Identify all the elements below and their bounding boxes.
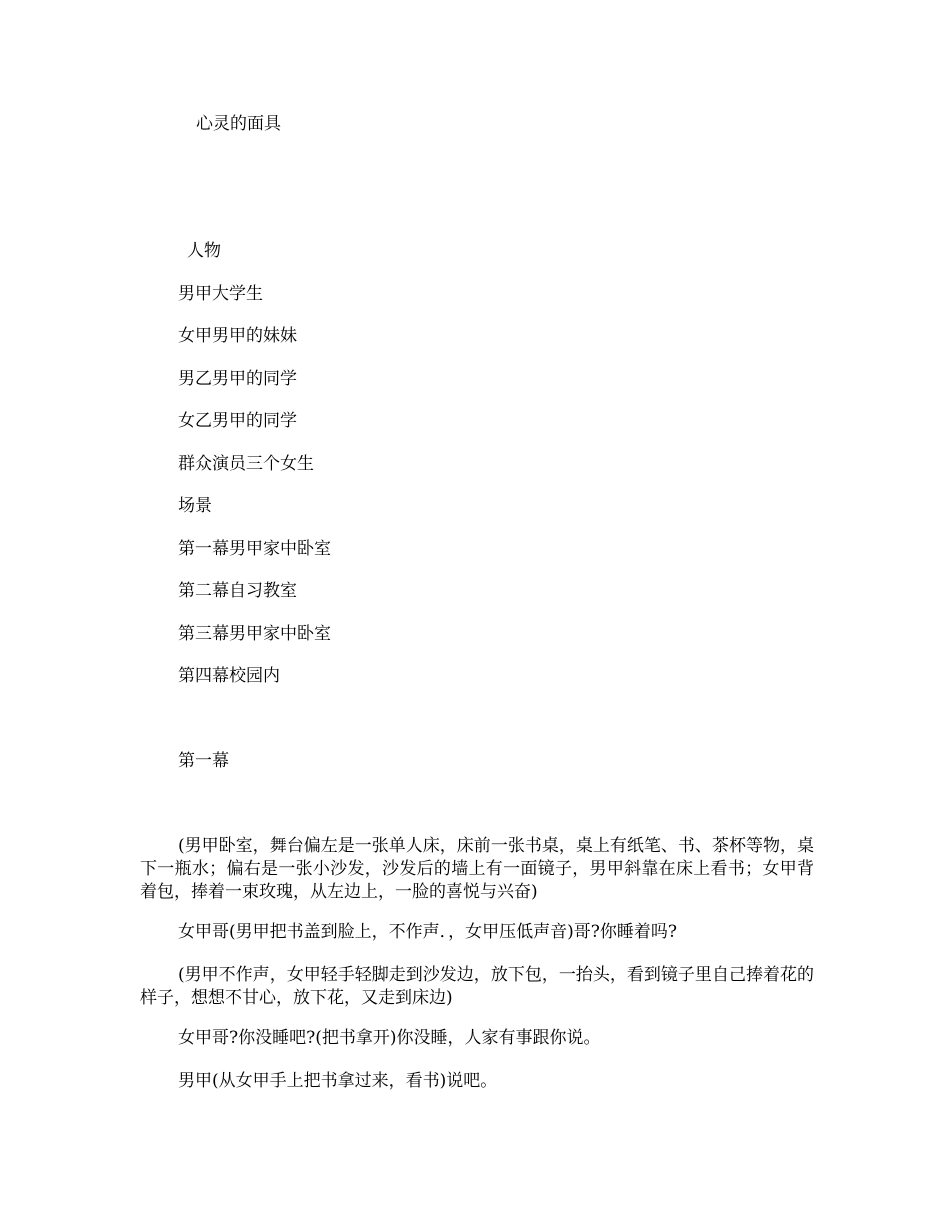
character-item: 女乙男甲的同学 [178,411,297,431]
scene-item: 第三幕男甲家中卧室 [178,624,331,644]
scene-item: 第四幕校园内 [178,666,280,686]
dialogue-line: 女甲哥(男甲把书盖到脸上，不作声．，女甲压低声音)哥?你睡着吗? [178,922,677,942]
dialogue-line: 男甲(从女甲手上把书拿过来，看书)说吧。 [178,1071,498,1091]
character-item: 男甲大学生 [178,284,263,304]
document-title: 心灵的面具 [196,114,281,134]
character-item: 群众演员三个女生 [178,454,314,474]
stage-direction: (男甲卧室，舞台偏左是一张单人床，床前一张书桌，桌上有纸笔、书、茶杯等物，桌下一瓶水；偏右是一张小沙发，沙发后的墙上有一面镜子，男甲斜靠在床上看书；女甲背着包，捧着一束玫瑰，从左边上，一脸的喜悦与兴奋) [140,836,814,902]
scene-item: 第二幕自习教室 [178,581,297,601]
scene-item: 第一幕男甲家中卧室 [178,539,331,559]
dialogue-line: 女甲哥?你没睡吧?(把书拿开)你没睡，人家有事跟你说。 [178,1028,601,1048]
character-item: 女甲男甲的妹妹 [178,326,297,346]
act-heading: 第一幕 [178,751,229,771]
stage-direction: (男甲不作声，女甲轻手轻脚走到沙发边，放下包，一抬头，看到镜子里自己捧着花的样子，想想不甘心，放下花，又走到床边) [140,965,814,1008]
characters-heading: 人物 [187,241,221,261]
scenes-heading: 场景 [178,496,212,516]
character-item: 男乙男甲的同学 [178,369,297,389]
